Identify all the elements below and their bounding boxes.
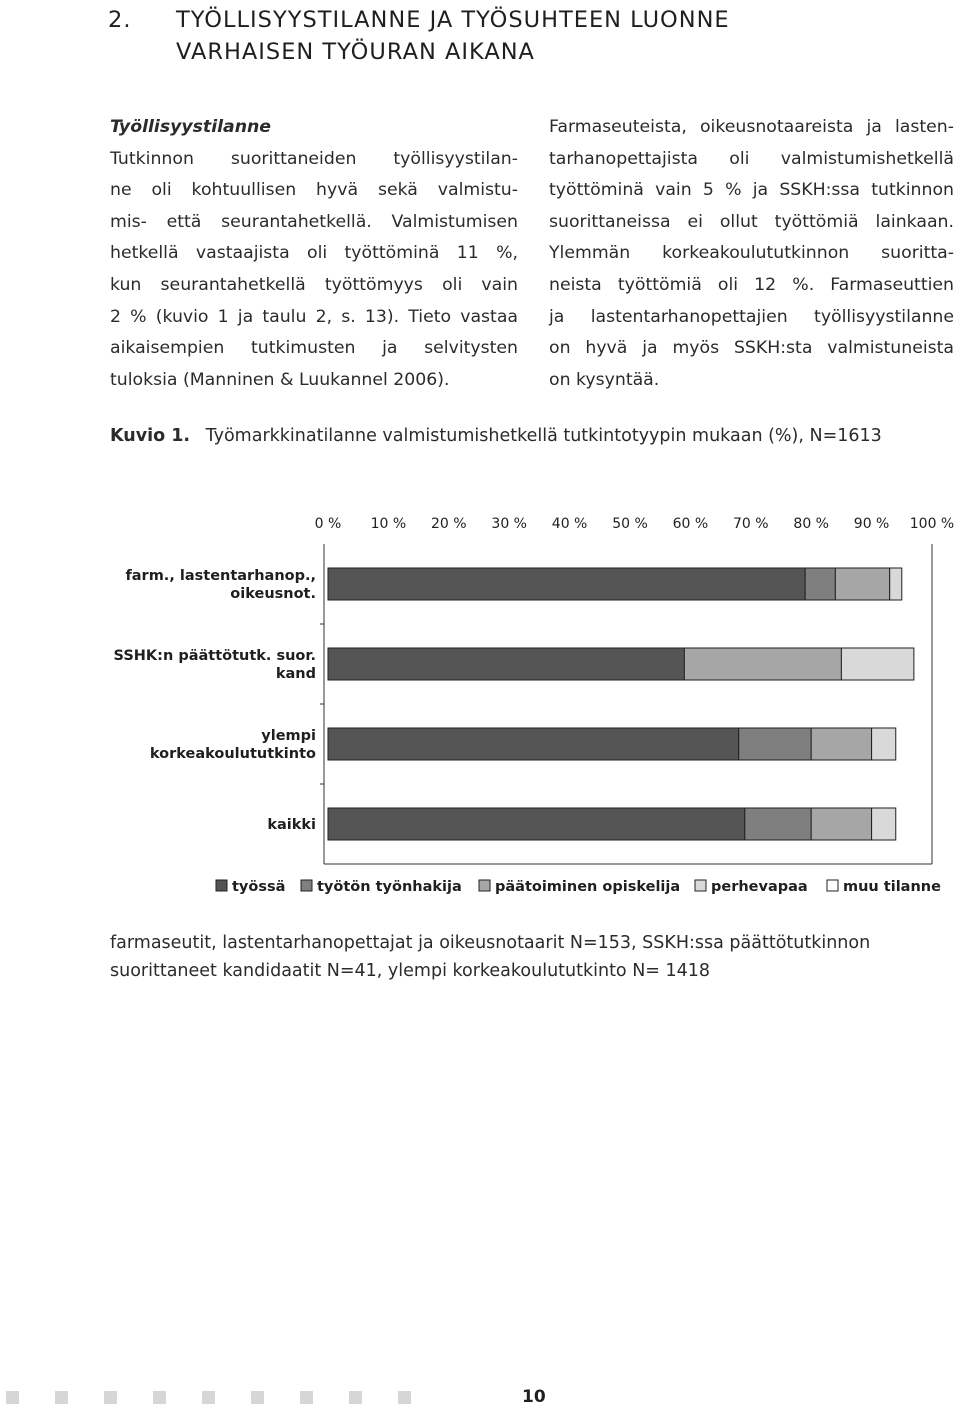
text-line: aikaisempien tutkimusten ja selvitysten <box>110 338 518 359</box>
figure-caption <box>110 426 882 446</box>
x-tick-label: 90 % <box>853 516 890 532</box>
category-label: korkeakoulututkinto <box>149 746 316 762</box>
x-tick-label: 60 % <box>672 516 709 532</box>
note-line2: suorittaneet kandidaatit N=41, ylempi korkeakoulututkinto N= 1418 <box>110 961 711 981</box>
note-line1: farmaseutit, lastentarhanopettajat ja oikeusnotaarit N=153, SSKH:ssa päättötutkinnon <box>110 933 871 953</box>
category-label: farm., lastentarhanop., <box>125 568 316 584</box>
text-line: Farmaseuteista, oikeusnotaareista ja lasten- <box>549 117 954 137</box>
bar-segment <box>328 648 684 680</box>
bar-segment <box>811 728 871 760</box>
bar-segment <box>328 728 739 760</box>
text-line: kun seurantahetkellä työttömyys oli vain <box>110 274 518 295</box>
category-label: ylempi <box>261 728 316 744</box>
footer-square <box>202 1391 215 1404</box>
legend-swatch <box>216 880 227 891</box>
text-line: on kysyntää. <box>549 369 660 390</box>
text-line: on hyvä ja myös SSKH:sta valmistuneista <box>549 338 954 359</box>
text-line: Ylemmän korkeakoulututkinnon suoritta- <box>549 243 954 264</box>
text-line: ja lastentarhanopettajien työllisyystilanne <box>549 306 954 327</box>
footer-square <box>104 1391 117 1404</box>
x-tick-label: 30 % <box>491 516 527 532</box>
legend-label: perhevapaa <box>711 879 808 895</box>
footer-square <box>55 1391 68 1404</box>
x-tick-label: 70 % <box>733 516 769 532</box>
text-line: ne oli kohtuullisen hyvä sekä valmistu- <box>110 180 518 201</box>
right-column <box>549 112 954 396</box>
legend-label: työssä <box>232 879 286 895</box>
legend-swatch <box>301 880 312 891</box>
text-line: tuloksia (Manninen & Luukannel 2006). <box>110 369 450 390</box>
x-tick-label: 20 % <box>431 516 467 532</box>
bar-segment <box>745 808 811 840</box>
footer-decoration <box>0 1391 420 1407</box>
bar-segment <box>835 568 889 600</box>
bar-segment <box>739 728 811 760</box>
subheading: Työllisyystilanne <box>110 117 272 137</box>
footer-square <box>300 1391 313 1404</box>
text-line: neista työttömiä oli 12 %. Farmaseuttien <box>549 274 954 295</box>
category-label: SSHK:n päättötutk. suor. <box>113 648 316 664</box>
x-tick-label: 0 % <box>314 516 342 532</box>
x-tick-label: 100 % <box>909 516 955 532</box>
sample-size-note <box>110 929 870 985</box>
x-tick-label: 50 % <box>612 516 648 532</box>
text-line: mis- että seurantahetkellä. Valmistumisen <box>110 211 518 232</box>
text-line: työttöminä vain 5 % ja SSKH:ssa tutkinnon <box>549 180 954 201</box>
stacked-bar-chart <box>0 500 960 910</box>
text-line: Tutkinnon suorittaneiden työllisyystilan- <box>110 148 518 169</box>
section-title-line2: VARHAISEN TYÖURAN AIKANA <box>176 39 535 65</box>
section-title-line1: TYÖLLISYYSTILANNE JA TYÖSUHTEEN LUONNE <box>176 7 730 33</box>
x-tick-label: 80 % <box>793 516 829 532</box>
footer-square <box>349 1391 362 1404</box>
left-column <box>110 112 518 396</box>
legend-swatch <box>827 880 838 891</box>
legend-swatch <box>695 880 706 891</box>
x-tick-label: 40 % <box>551 516 588 532</box>
text-line: hetkellä vastaajista oli työttöminä 11 %, <box>110 243 518 264</box>
x-tick-label: 10 % <box>370 516 407 532</box>
text-line: 2 % (kuvio 1 ja taulu 2, s. 13). Tieto vastaa <box>110 306 518 327</box>
bar-segment <box>328 568 805 600</box>
category-label: kand <box>275 666 316 682</box>
bar-segment <box>872 728 896 760</box>
right-paragraph <box>549 112 954 396</box>
category-label: kaikki <box>267 817 316 833</box>
footer-square <box>6 1391 19 1404</box>
legend-label: työtön työnhakija <box>317 879 462 895</box>
text-line: tarhanopettajista oli valmistumishetkellä <box>549 148 954 169</box>
bar-segment <box>811 808 871 840</box>
bar-segment <box>872 808 896 840</box>
footer-square <box>398 1391 411 1404</box>
bar-segment <box>328 808 745 840</box>
category-label: oikeusnot. <box>230 586 316 602</box>
bar-segment <box>684 648 841 680</box>
bar-segment <box>890 568 902 600</box>
bar-segment <box>841 648 913 680</box>
legend-label: muu tilanne <box>843 879 941 895</box>
footer-square <box>251 1391 264 1404</box>
left-paragraph <box>110 144 518 397</box>
figure-title: Työmarkkinatilanne valmistumishetkellä tutkintotyypin mukaan (%), N=1613 <box>205 426 882 446</box>
footer-square <box>153 1391 166 1404</box>
figure-label: Kuvio 1. <box>110 426 191 446</box>
legend-swatch <box>479 880 490 891</box>
bar-segment <box>805 568 835 600</box>
legend-label: päätoiminen opiskelija <box>495 879 681 895</box>
page-number: 10 <box>522 1387 546 1407</box>
text-line: suorittaneissa ei ollut työttömiä lainkaan. <box>549 211 954 232</box>
section-number: 2. <box>108 7 132 33</box>
